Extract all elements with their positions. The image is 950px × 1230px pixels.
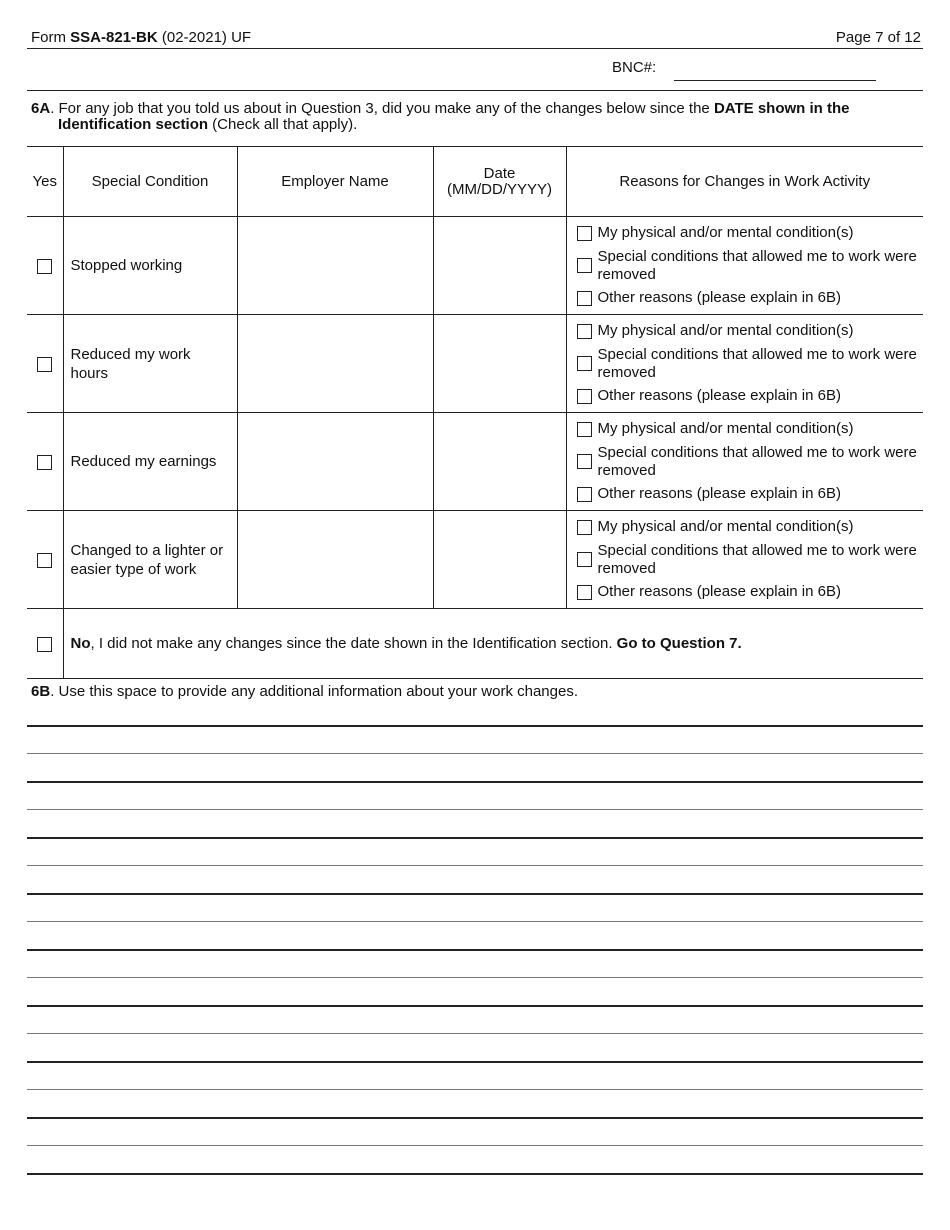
no-changes-row [27,609,923,679]
writing-line [27,725,923,727]
special-condition: Stopped working [63,217,237,315]
yes-cell [27,315,63,413]
no-cell [27,609,63,679]
goto-question-7: Go to Question 7. [616,635,742,652]
header-yes: Yes [27,147,63,217]
form-number: SSA-821-BK [70,29,158,46]
reason-label: Special conditions that allowed me to work were removed [597,345,917,381]
date-field[interactable] [433,413,566,511]
reason-checkbox[interactable] [577,226,592,241]
no-changes-text [63,609,923,679]
writing-line [27,865,923,866]
reason-checkbox[interactable] [577,422,592,437]
yes-cell [27,511,63,609]
header-special-condition: Special Condition [63,147,237,217]
writing-line [27,977,923,978]
reason-label: Special conditions that allowed me to work were removed [597,443,917,479]
reason-option [577,444,924,480]
reason-option [577,518,924,536]
table-header-row [27,147,923,217]
reasons-cell [566,413,923,511]
reason-checkbox[interactable] [577,389,592,404]
question-6a-bold-identification: Identification section [58,116,209,133]
work-changes-table [27,146,923,679]
reason-option [577,322,924,340]
reason-label: Other reasons (please explain in 6B) [597,583,841,600]
question-6b [31,683,578,700]
reason-option [577,387,924,405]
no-checkbox[interactable] [37,637,52,652]
question-6a-number: 6A [31,100,51,117]
employer-name-field[interactable] [237,315,433,413]
reason-checkbox[interactable] [577,324,592,339]
reason-label: Other reasons (please explain in 6B) [597,485,841,502]
reasons-cell [566,217,923,315]
reasons-cell [566,511,923,609]
employer-name-field[interactable] [237,511,433,609]
bnc-label: BNC#: [612,59,657,76]
reason-label: My physical and/or mental condition(s) [597,224,854,241]
reason-option [577,420,924,438]
header-date [433,147,566,217]
yes-checkbox[interactable] [37,259,52,274]
writing-line [27,809,923,810]
date-field[interactable] [433,315,566,413]
reason-checkbox[interactable] [577,291,592,306]
writing-line [27,1033,923,1034]
special-condition: Changed to a lighter or easier type of work [63,511,237,609]
special-condition: Reduced my earnings [63,413,237,511]
writing-line [27,949,923,951]
reason-label: My physical and/or mental condition(s) [597,518,854,535]
no-explanation: , I did not make any changes since the date shown in the Identification section. [90,635,617,652]
header-date-format: (MM/DD/YYYY) [447,180,552,198]
reason-label: Special conditions that allowed me to work were removed [597,247,917,283]
bnc-input[interactable] [674,60,876,81]
writing-line [27,893,923,895]
header-employer-name: Employer Name [237,147,433,217]
header-reasons: Reasons for Changes in Work Activity [566,147,923,217]
reason-label: My physical and/or mental condition(s) [597,322,854,339]
reason-checkbox[interactable] [577,487,592,502]
reason-option [577,289,924,307]
yes-checkbox[interactable] [37,455,52,470]
reason-checkbox[interactable] [577,356,592,371]
page-number: Page 7 of 12 [835,29,921,46]
table-row [27,315,923,413]
reason-label: Special conditions that allowed me to work were removed [597,541,917,577]
question-6a-instruction: (Check all that apply). [208,116,358,133]
table-row [27,413,923,511]
writing-line [27,1173,923,1175]
reason-label: Other reasons (please explain in 6B) [597,289,841,306]
reason-option [577,485,924,503]
writing-line [27,1089,923,1090]
reason-checkbox[interactable] [577,520,592,535]
writing-line [27,921,923,922]
reasons-cell [566,315,923,413]
special-condition: Reduced my work hours [63,315,237,413]
question-6b-number: 6B [31,683,51,700]
reason-label: Other reasons (please explain in 6B) [597,387,841,404]
reason-checkbox[interactable] [577,585,592,600]
writing-line [27,1145,923,1146]
header-divider [27,48,923,49]
employer-name-field[interactable] [237,217,433,315]
form-identifier [31,29,251,46]
form-edition: (02-2021) UF [157,29,252,46]
form-prefix: Form [31,29,71,46]
writing-line [27,1061,923,1063]
reason-option [577,583,924,601]
table-row [27,511,923,609]
question-6a-text: . For any job that you told us about in Question 3, did you make any of the changes below since the [50,100,714,117]
question-6b-text: . Use this space to provide any additional information about your work changes. [50,683,578,700]
writing-line [27,753,923,754]
date-field[interactable] [433,217,566,315]
writing-line [27,781,923,783]
table-row [27,217,923,315]
writing-line [27,1117,923,1119]
reason-checkbox[interactable] [577,552,592,567]
yes-cell [27,413,63,511]
yes-checkbox[interactable] [37,357,52,372]
reason-option [577,542,924,578]
bnc-divider [27,90,923,91]
reason-checkbox[interactable] [577,454,592,469]
reason-option [577,224,924,242]
yes-cell [27,217,63,315]
reason-label: My physical and/or mental condition(s) [597,420,854,437]
date-field[interactable] [433,511,566,609]
reason-option [577,346,924,382]
reason-checkbox[interactable] [577,258,592,273]
no-label: No [70,635,91,652]
writing-line [27,837,923,839]
reason-option [577,248,924,284]
yes-checkbox[interactable] [37,553,52,568]
writing-line [27,1005,923,1007]
question-6a-bold-date: DATE shown in the [713,100,850,117]
question-6a [31,101,911,133]
employer-name-field[interactable] [237,413,433,511]
header-date-label: Date [483,164,516,182]
